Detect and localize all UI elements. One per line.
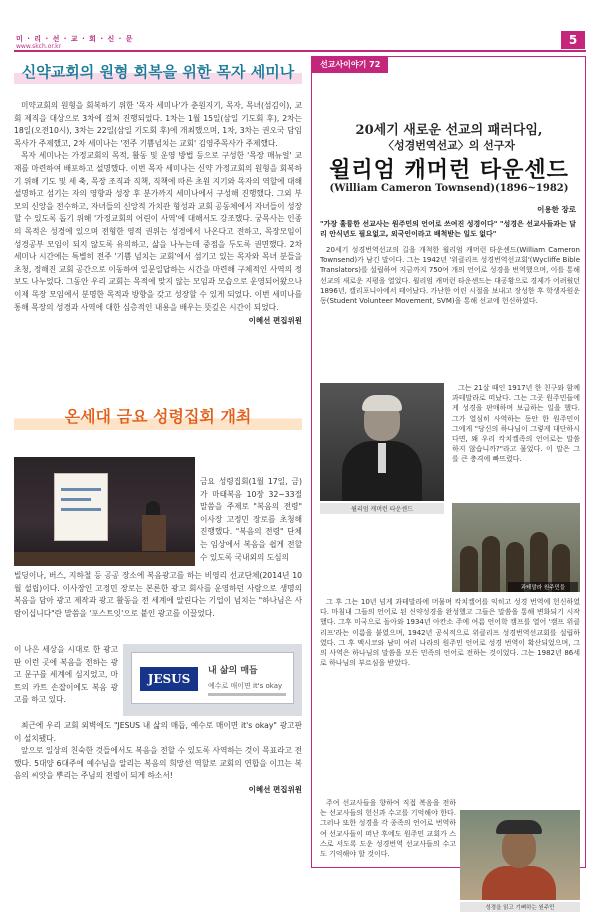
missionary-main-title: 윌리엄 캐머런 타운센드 bbox=[329, 157, 569, 183]
missionary-body-1 bbox=[320, 245, 580, 306]
seminar-paragraph-1: 미약교회의 원형을 회복하기 위한 '목자 세미나'가 춘원지기, 목자, 목녀(섬김이), 교회 제직을 대상으로 3차에 걸쳐 진행되었다. 1차는 1월 15일(삼일 기도회 후), 2차는 18일(오전10시), 3차는 22일(삼일 기도회 후)에 개최했으며, 1차, 3차는 권오국 담임목사가 주제했고, 2차 세미나는 '전주 기쁨넘치는 교회' 김영주목사가 주제했다. bbox=[14, 101, 302, 148]
group-caption: 과테말라 원주민들 bbox=[508, 582, 578, 592]
reader-hat bbox=[496, 820, 542, 834]
podium bbox=[142, 515, 166, 551]
reader-cloth bbox=[482, 866, 556, 900]
friday-meeting-continued: 빌딩이나, 버스, 지하철 등 공공 장소에 복음광고를 하는 비영리 선교단체(2014년 10월 설립)이다. 이사장인 고정민 장로는 본론한 광고 회사를 운영하던 사람으로 생명의 복음을 담아 광고 제작과 광고 활동을 전 세계에 알린다는 기업이 넘치는 "하나님은 사람이십니다"란 말씀을 '포스트잇'으로 붙인 광고를 이끌었다. bbox=[14, 571, 302, 618]
friday-meeting-closing bbox=[14, 720, 302, 797]
reader-caption: 성경을 읽고 기뻐하는 원주민 bbox=[460, 902, 580, 912]
billboard-text: 내 삶의 매듭 bbox=[208, 666, 258, 676]
portrait-tie bbox=[378, 443, 386, 473]
townsend-portrait bbox=[320, 383, 444, 501]
native-reader-photo bbox=[460, 810, 580, 900]
friday-meeting-byline: 이혜선 편집위원 bbox=[248, 784, 302, 794]
billboard-subtext: 예수로 매이면 it's okay bbox=[208, 682, 283, 690]
portrait-caption: 윌리엄 캐머런 타운센드 bbox=[320, 503, 444, 514]
article-seminar bbox=[14, 56, 302, 326]
missionary-paragraph-4: 주여 선교사들을 향하여 직접 복음을 전하는 선교사들의 헌신과 수고를 기억해야 한다. 그러나 또한 성경을 각 종족의 언어로 번역하여 선교사들이 떠난 후에도 원주민 교회가 스스로 서도록 도운 성경번역 선교사들의 수고도 기억해야 할 것이다. bbox=[320, 799, 456, 859]
series-tab: 선교사이야기 72 bbox=[312, 57, 388, 73]
seminar-body bbox=[14, 100, 302, 314]
seminar-title: 신약교회의 원형 회복을 위한 목자 세미나 bbox=[14, 60, 302, 84]
portrait-hair bbox=[362, 395, 402, 411]
seminar-paragraph-2: 목자 세미나는 가정교회의 목적, 활동 및 운영 방법 등으로 구성한 '목장 매뉴얼' 교재를 마련하여 배포하고 설명했다. 이번 목자 세미나는 신약 가정교회의 원형을 회복하기 위해 기도 및 세 축, 목장 조직과 직책, 직책에 따른 초원 지기와 목자의 역할에 대해 설명하고 섬기는 자의 영향과 성장 후 분가까지 세미나에서 구성해 진행했다. 그외 부모의 신앙을 전수하고, 자녀들의 신앙적 가치관 형성과 교회 공동체에서 자녀들이 성장할 수 있도록 돕기 위해 '가정교회의 어린이 사역'에 대해서도 강조했다. 궁목사는 인종의 목적은 성경에 있으며 전형한 영적 권위는 성경에서 나온다고 전하고, 목장모임이 성경공부 모임이 되지 않도록 유의하고, 삶을 나누는데 중점을 두도록 권면했다. 2차 세미나 시간에는 특별히 전주 '기쁨 넘치는 교회'에서 섬기고 있는 목자와 목녀 분들을 초청, 정해진 교회 공간으로 이동하여 일문일답하는 시간을 마련해 구체적인 사역의 정보도 나누었다. 그동안 우리 교회는 목적에 맞지 않는 모임과 모습으로 운영되어왔으나 이제 목장 모임에서 분명한 목적과 방향을 갖고 성장할 수 있게 되었다. 이번 세미나를 통해 목장의 성경과 사역에 대한 심층적인 내용을 배우는 뜻깊은 시간이 되었다. bbox=[14, 151, 302, 312]
friday-meeting-lead: 금요 성령집회(1월 17일, 금)가 마태복음 10장 32~33절 말씀을 주제로 "복음의 전령" 이사장 고정민 장로를 초청해 진행했다. "복음의 전령" 단체는 임상에서 복음을 쉽게 전할 수 있도록 국내외의 도심의 bbox=[200, 477, 302, 562]
reader-face bbox=[502, 828, 536, 868]
missionary-paragraph-2: 그는 21살 때인 1917년 한 친구와 함께 과테말라로 떠났다. 그는 그곳 원주민들에게 성경을 판매하며 보급하는 일을 했다. 그가 열심히 사역하는 동안 한 원주민이 그에게 "당신의 하나님이 그렇게 대단하시다면, 왜 우리 칵치켈족의 언어로는 말씀하지 않습니까?"라고 물었다. 이 말은 그를 큰 충격에 빠뜨렸다. bbox=[452, 384, 580, 464]
jesus-billboard-photo bbox=[123, 644, 302, 716]
missionary-paragraph-1: 20세기 성경번역선교의 길을 개척한 윌리엄 캐머런 타운센드(William Cameron Townsend)가 남긴 말이다. 그는 1942년 '위클리프 성경번역선교회'(Wycliffe Bible Translators)를 설립하여 지금까지 750여 개의 언어로 성경을 번역했으며, 이를 통해 선교의 새로운 지평을 열었다. 윌리엄 캐머런 타운센드는 대공황으로 경제가 어려웠던 1896년, 캘리포니아에서 태어났다. 가난한 어린 시절을 보내고 장성한 후 학생자원운동(Student Volunteer Movement, SVM)을 통해 선교에 헌신하였다. bbox=[320, 246, 580, 306]
billboard bbox=[131, 652, 294, 704]
missionary-body-2 bbox=[452, 383, 580, 465]
jesus-logo: JESUS bbox=[140, 667, 198, 691]
page-number: 5 bbox=[561, 31, 585, 49]
missionary-quote: "가장 훌륭한 선교사는 원주민의 언어로 쓰여진 성경이다" "성경은 선교사들과는 달리 안식년도 필요없고, 외국인이라고 배척받는 일도 없다" bbox=[320, 220, 577, 238]
billboard-lines bbox=[208, 693, 286, 696]
newspaper-url[interactable]: www.skch.or.kr bbox=[16, 43, 62, 50]
stage-screen bbox=[54, 473, 108, 541]
missionary-english-name: (William Cameron Townsend)(1896~1982) bbox=[329, 183, 569, 194]
missionary-subtitle-1: 20세기 새로운 선교의 패러다임, bbox=[355, 123, 543, 138]
missionary-story-box bbox=[311, 56, 586, 911]
missionary-paragraph-3: 그 후 그는 10년 넘게 과테말라에 머물며 칵치켈어를 익히고 성경 번역에 헌신하였다. 마침내 그들의 언어로 된 신약성경을 완성했고 그들은 말씀을 통해 변화되기 시작했다. 그후 미국으로 돌아와 1934년 아칸소 주에 여름 언어학 캠프를 열어 '캠프 위클리프'라는 이름을 붙였으며, 1942년 공식적으로 위클리프 성경번역선교회를 설립하였다. 그 후 멕시코와 남미 여러 나라의 원주민 언어로 성경 번역이 확산되었으며, 그의 사역은 하나님의 말씀을 모든 민족의 언어로 전하는 것이었다. 그는 1982년 86세로 하나님의 부르심을 받았다. bbox=[320, 598, 580, 668]
natives-group-photo bbox=[452, 503, 580, 592]
friday-meeting-side-text: 이 나은 세상을 시대로 한 광고판 이런 곳에 복음을 전하는 광고 문구를 세계에 심지었고, 마트의 카트 손잡이에도 복음 광고를 하고 있다. bbox=[14, 645, 118, 705]
missionary-body-4 bbox=[320, 798, 456, 859]
stage-floor bbox=[14, 552, 195, 566]
friday-closing-paragraph-2: 앞으로 일상의 친숙한 것들에서도 복음을 전할 수 있도록 사역하는 것이 목표라고 전했다. 5대양 6대주에 예수님을 알리는 복음의 희망선 역할로 교회의 연합을 이끄는 복음의 씨앗을 뿌리는 주님의 전령이 되게 하소서! bbox=[14, 746, 302, 781]
seminar-byline: 이혜선 편집위원 bbox=[248, 316, 302, 326]
missionary-body-3 bbox=[320, 597, 580, 668]
masthead bbox=[0, 0, 600, 50]
missionary-byline: 이용한 장로 bbox=[537, 205, 576, 214]
meeting-photo bbox=[14, 457, 195, 566]
newspaper-name: 미 · 리 · 선 · 교 · 회 · 신 · 문 bbox=[16, 35, 134, 43]
friday-meeting-title: 온세대 금요 성령집회 개최 bbox=[14, 404, 302, 430]
missionary-subtitle-2: 〈성경번역선교〉의 선구자 bbox=[382, 139, 516, 152]
friday-closing-paragraph-1: 최근에 우리 교회 외벽에도 "JESUS 내 삶의 매듭, 예수로 매이면 it's okay" 광고판이 설치됐다. bbox=[14, 721, 302, 743]
masthead-rule bbox=[14, 50, 586, 52]
